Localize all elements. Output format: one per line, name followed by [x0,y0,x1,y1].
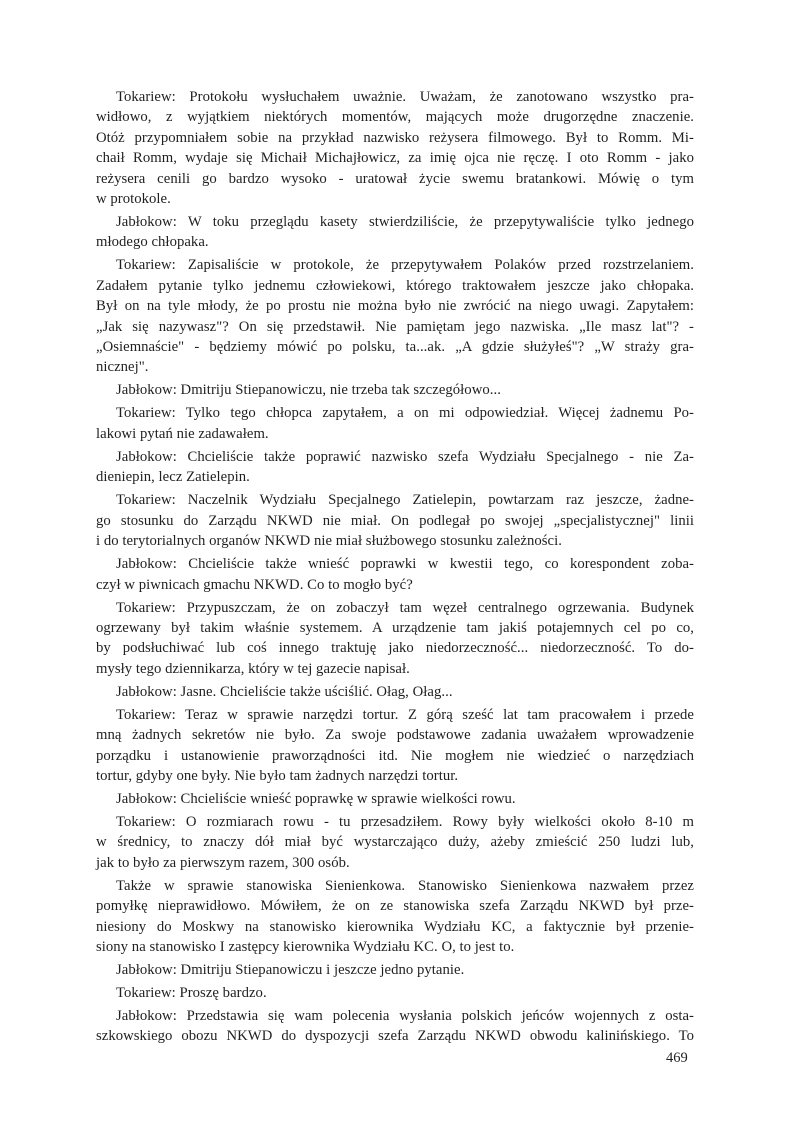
text-line: go stosunku do Zarządu NKWD nie miał. On podlegał po swojej „specjalistycznej" linii [96,512,694,529]
text-line: mysły tego dziennikarza, który w tej gazecie napisał. [96,660,410,677]
text-line: ogrzewany był takim właśnie systemem. A urządzenie tam jakiś potajemnych cel po co, [96,619,694,636]
text-line: chaił Romm, wydaje się Michaił Michajłowicz, za imię ojca nie ręczę. I oto Romm - jako [96,150,694,167]
paragraph [96,598,694,680]
text-line: mną żadnych sekretów nie było. Za swoje podstawowe zadania uważałem wprowadzenie [96,727,694,744]
text-line: Jabłokow: Przedstawia się wam polecenia wysłania polskich jeńców wojennych z osta- [116,1007,694,1024]
text-line: Także w sprawie stanowiska Sienienkowa. Stanowisko Sienienkowa nazwałem przez [116,877,694,894]
text-line: Otóż przypomniałem sobie na przykład nazwisko reżysera filmowego. Był to Romm. Mi- [96,129,694,146]
text-line: by podsłuchiwać lub coś innego traktuję jako niedorzeczność... niedorzeczność. To do- [96,640,694,657]
text-line: Tokariew: Naczelnik Wydziału Specjalnego Zatielepin, powtarzam raz jeszcze, żadne- [116,492,694,509]
text-line: i do terytorialnych organów NKWD nie miał służbowego stosunku zależności. [96,533,562,550]
page-number: 469 [666,1050,688,1066]
text-line: Był on na tyle młody, że po prostu nie można było nie zwrócić na niego uwagi. Zapytałem: [96,298,694,315]
text-line: „Osiemnaście" - będziemy mówić po polsku, ta...ak. „A gdzie służyłeś"? „W straży gra- [96,339,694,356]
text-line: Jabłokow: Chcieliście wnieść poprawkę w sprawie wielkości rowu. [116,790,516,807]
text-line: „Jak się nazywasz"? On się przedstawił. Nie pamiętam jego nazwiska. „Ile masz lat"? - [96,318,694,335]
text-line: Tokariew: Teraz w sprawie narzędzi tortur. Z górą sześć lat tam pracowałem i przede [116,706,694,723]
paragraph [96,1006,694,1047]
text-line: Jabłokow: Jasne. Chcieliście także uściślić. Ołag, Ołag... [116,683,453,700]
text-line: młodego chłopaka. [96,234,209,251]
document-body [96,87,694,1049]
text-line: nicznej". [96,359,149,376]
text-line: Jabłokow: Chcieliście także wnieść poprawki w kwestii tego, co korespondent zoba- [116,556,694,573]
text-line: porządku i ustanowienie praworządności itd. Nie mogłem nie wiedzieć o narzędziach [96,747,694,764]
paragraph [96,212,694,253]
text-line: lakowi pytań nie zadawałem. [96,425,269,442]
text-line: tortur, gdyby one były. Nie było tam żadnych narzędzi tortur. [96,767,459,784]
paragraph [96,812,694,873]
paragraph [96,960,694,980]
paragraph [96,554,694,595]
paragraph [96,380,694,400]
text-line: reżysera cenili go bardzo wysoko - uratował życie swemu bratankowi. Mówię o tym [96,170,694,187]
text-line: Tokariew: O rozmiarach rowu - tu przesadziłem. Rowy były wielkości około 8-10 m [116,813,694,830]
paragraph [96,682,694,702]
text-line: w protokole. [96,191,171,208]
paragraph [96,705,694,787]
text-line: Jabłokow: Dmitriju Stiepanowiczu i jeszcze jedno pytanie. [116,961,465,978]
paragraph [96,490,694,551]
text-line: jak to było za pierwszym razem, 300 osób. [96,854,350,871]
text-line: Zadałem pytanie tylko jednemu człowiekowi, którego traktowałem jeszcze jako chłopaka. [96,277,694,294]
text-line: Jabłokow: W toku przeglądu kasety stwierdziliście, że przepytywaliście tylko jednego [116,214,694,231]
text-line: dieniepin, lecz Zatielepin. [96,469,250,486]
text-line: siony na stanowisko I zastępcy kierownika Wydziału KC. O, to jest to. [96,938,515,955]
text-line: Tokariew: Przypuszczam, że on zobaczył tam węzeł centralnego ogrzewania. Budynek [116,599,694,616]
text-line: czył w piwnicach gmachu NKWD. Co to mogło być? [96,576,413,593]
text-line: Tokariew: Zapisaliście w protokole, że przepytywałem Polaków przed rozstrzelaniem. [116,257,694,274]
text-line: Jabłokow: Chcieliście także poprawić nazwisko szefa Wydziału Specjalnego - nie Za- [116,448,694,465]
text-line: Jabłokow: Dmitriju Stiepanowiczu, nie trzeba tak szczegółowo... [116,382,501,399]
paragraph [96,255,694,377]
text-line: Tokariew: Tylko tego chłopca zapytałem, a on mi odpowiedział. Więcej żadnemu Po- [116,405,694,422]
paragraph [96,983,694,1003]
paragraph [96,876,694,958]
text-line: w średnicy, to znaczy dół miał być wystarczająco duży, ażeby zmieścić 250 ludzi lub, [96,834,694,851]
paragraph [96,403,694,444]
paragraph [96,87,694,209]
text-line: szkowskiego obozu NKWD do dyspozycji szefa Zarządu NKWD obwodu kalinińskiego. To [96,1028,694,1045]
text-line: Tokariew: Protokołu wysłuchałem uważnie. Uważam, że zanotowano wszystko pra- [116,89,694,105]
text-line: Tokariew: Proszę bardzo. [116,984,267,1001]
text-line: widłowo, z wyjątkiem niektórych momentów, mających może drugorzędne znaczenie. [96,109,694,126]
text-line: pomyłkę nieprawidłowo. Mówiłem, że on ze stanowiska szefa Zarządu NKWD był prze- [96,898,694,915]
text-line: niesiony do Moskwy na stanowisko kierownika Wydziału KC, a faktycznie był przenie- [96,918,694,935]
paragraph [96,447,694,488]
paragraph [96,789,694,809]
